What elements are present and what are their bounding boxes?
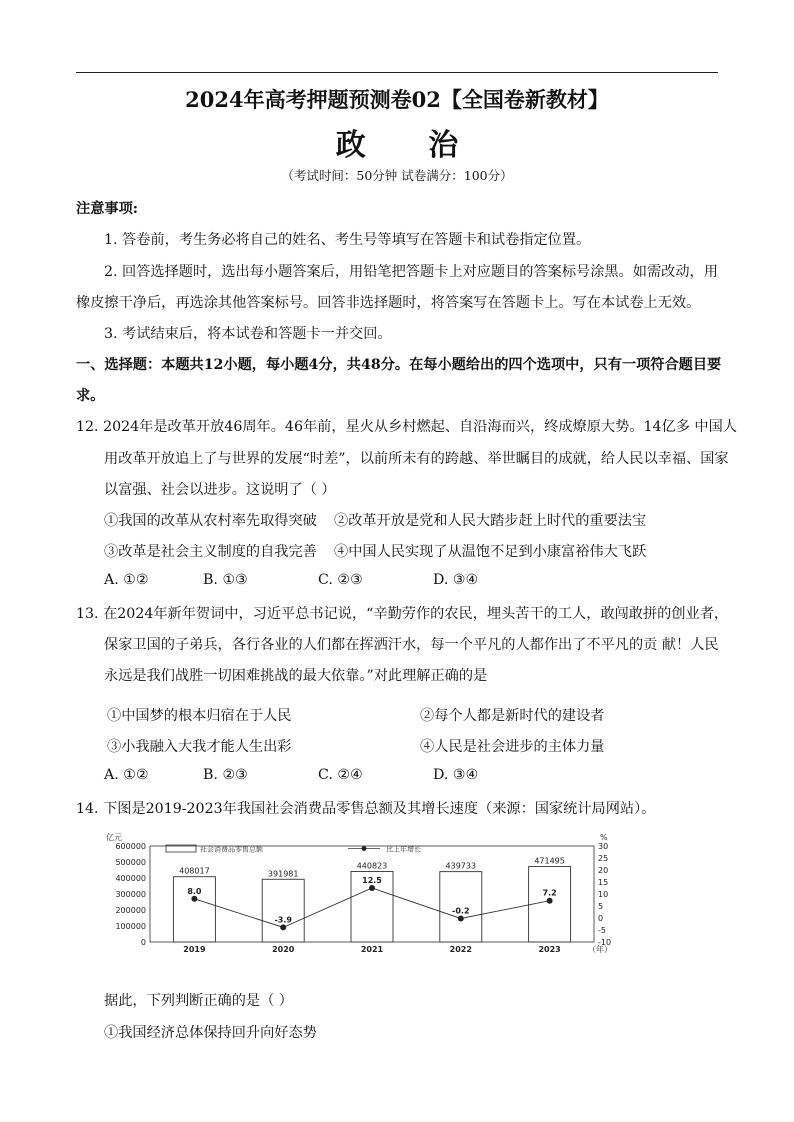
left-tick-label: 400000: [115, 874, 146, 883]
x-tick-label: 2021: [360, 945, 384, 954]
left-tick-label: 100000: [115, 922, 146, 931]
q13-stem-line-1: 13. 在2024年新年贺词中，习近平总书记说，“辛勤劳作的农民，埋头苦干的工人，敢闯敢拼的创业者，: [76, 606, 729, 622]
right-tick-label: 30: [598, 842, 609, 851]
right-tick-label: -5: [598, 926, 606, 935]
q12-statement-4: ④中国人民实现了从温饱不足到小康富裕伟大飞跃: [334, 544, 647, 560]
x-tick-label: 2020: [272, 945, 295, 954]
retail-sales-chart: [86, 828, 646, 954]
q12-statement-3: ③改革是社会主义制度的自我完善: [104, 544, 317, 560]
legend-bar-label: 社会消费品零售总额: [200, 845, 263, 854]
note-3: 3. 考试结束后，将本试卷和答题卡一并交回。: [104, 326, 392, 342]
right-tick-label: 0: [598, 914, 604, 923]
growth-point: [369, 885, 375, 891]
q13-choice-d: D. ③④: [433, 767, 479, 783]
q13-stem-line-2: 保家卫国的子弟兵，各行各业的人们都在挥洒汗水，每一个平凡的人都作出了不平凡的贡 献！人民: [104, 637, 719, 653]
exam-meta: （考试时间：50分钟 试卷满分：100分）: [281, 168, 513, 183]
q13-statement-4: ④人民是社会进步的主体力量: [420, 739, 605, 755]
q12-stem-line-2: 用改革开放追上了与世界的发展“时差”，以前所未有的跨越、举世瞩目的成就，给人民以幸福、国家: [104, 451, 729, 467]
growth-point: [547, 898, 553, 904]
q13-statement-3: ③小我融入大我才能人生出彩: [107, 739, 292, 755]
subject-title: 政 治: [335, 128, 485, 163]
q14-prompt: 据此，下列判断正确的是（ ）: [104, 993, 293, 1009]
q13-choice-b: B. ②③: [203, 767, 248, 783]
x-tick-label: 2019: [183, 945, 206, 954]
growth-label: 12.5: [362, 876, 382, 885]
q13-stem-line-3: 永远是我们战胜一切困难挑战的最大依靠。”对此理解正确的是: [104, 668, 488, 684]
q12-choice-b: B. ①③: [203, 572, 248, 588]
right-tick-label: 10: [598, 890, 609, 899]
growth-label: -3.9: [274, 915, 292, 925]
bar-value-label: 471495: [534, 856, 565, 866]
notes-heading: 注意事项:: [76, 201, 138, 217]
note-2-line-1: 2. 回答选择题时，选出每小题答案后，用铅笔把答题卡上对应题目的答案标号涂黑。如需改动，用: [104, 264, 718, 280]
q13-statement-1: ①中国梦的根本归宿在于人民: [107, 708, 292, 724]
bar-2023: [529, 867, 571, 942]
q12-statement-2: ②改革开放是党和人民大踏步赶上时代的重要法宝: [334, 513, 647, 529]
left-tick-label: 300000: [115, 890, 146, 899]
growth-label: -0.2: [452, 906, 470, 916]
page-title: 2024年高考押题预测卷02【全国卷新教材】: [185, 87, 609, 112]
left-tick-label: 0: [140, 938, 146, 947]
q13-choice-a: A. ①②: [104, 767, 149, 783]
bar-value-label: 439733: [445, 861, 477, 871]
x-axis-unit: （年）: [588, 945, 612, 954]
section-heading-line-1: 一、选择题：本题共12小题，每小题4分，共48分。在每小题给出的四个选项中，只有一项符合题目要: [76, 357, 722, 373]
q14-statement-1: ①我国经济总体保持回升向好态势: [104, 1025, 317, 1041]
q12-choice-c: C. ②③: [318, 572, 363, 588]
growth-label: 7.2: [542, 888, 557, 898]
note-2-line-2: 橡皮擦干净后，再选涂其他答案标号。回答非选择题时，将答案写在答题卡上。写在本试卷上无效。: [76, 295, 701, 311]
x-tick-label: 2023: [538, 945, 561, 954]
growth-point: [191, 896, 197, 902]
left-tick-label: 200000: [115, 906, 146, 915]
header-rule: [76, 72, 718, 73]
right-axis-unit: %: [600, 833, 608, 842]
growth-point: [458, 915, 464, 921]
right-tick-label: 25: [598, 854, 609, 863]
growth-label: 8.0: [187, 886, 202, 896]
q13-choice-c: C. ②④: [318, 767, 363, 783]
legend-line-marker: [362, 846, 367, 851]
x-tick-label: 2022: [449, 945, 472, 954]
left-axis-unit: 亿元: [106, 833, 122, 842]
q13-statement-2: ②每个人都是新时代的建设者: [420, 708, 605, 724]
q12-stem-line-1: 12. 2024年是改革开放46周年。46年前，星火从乡村燃起、自沿海而兴，终成燎原大势。14亿多 中国人: [76, 419, 737, 435]
legend-line-label: 比上年增长: [386, 845, 421, 854]
q12-statement-1: ①我国的改革从农村率先取得突破: [104, 513, 317, 529]
q12-choice-d: D. ③④: [433, 572, 479, 588]
note-1: 1. 答卷前，考生务必将自己的姓名、考生号等填写在答题卡和试卷指定位置。: [104, 232, 591, 248]
bar-2020: [262, 879, 304, 942]
bar-value-label: 408017: [179, 866, 210, 876]
section-heading-line-2: 求。: [76, 388, 105, 404]
q14-stem-line-1: 14. 下图是2019-2023年我国社会消费品零售总额及其增长速度（来源：国家统计局网站）。: [76, 801, 656, 817]
right-tick-label: -10: [598, 938, 612, 947]
right-tick-label: 20: [598, 866, 609, 875]
q12-stem-line-3: 以富强、社会以进步。这说明了（ ）: [104, 482, 336, 498]
right-tick-label: 5: [598, 902, 604, 911]
left-tick-label: 600000: [115, 842, 146, 851]
bar-value-label: 391981: [267, 869, 299, 879]
growth-point: [280, 924, 286, 930]
left-tick-label: 500000: [115, 858, 146, 867]
q12-choice-a: A. ①②: [104, 572, 149, 588]
bar-value-label: 440823: [356, 861, 388, 871]
right-tick-label: 15: [598, 878, 609, 887]
